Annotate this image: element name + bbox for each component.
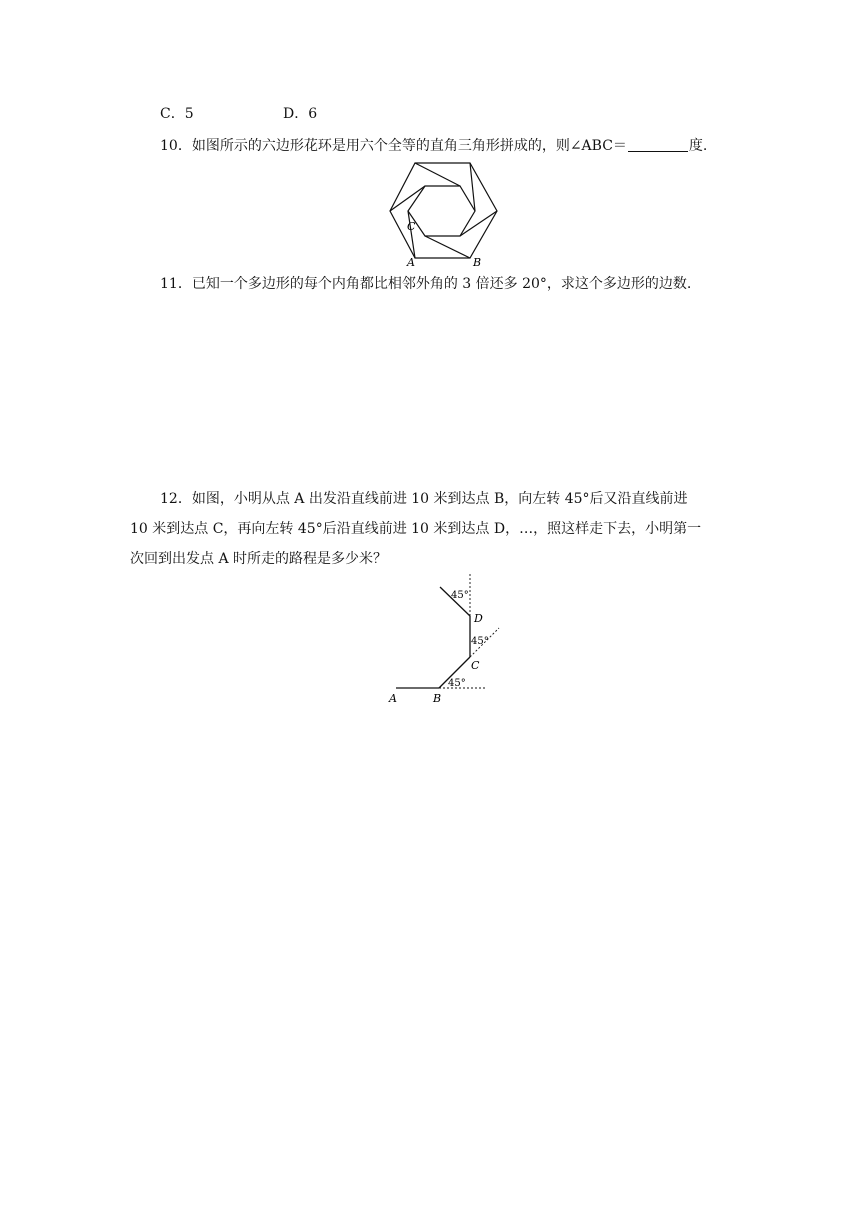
label-a: A [389,692,397,705]
walking-path-figure [383,572,508,708]
question-10 [160,136,707,156]
label-b: B [433,692,442,705]
question-12-line-1: 12．如图，小明从点 A 出发沿直线前进 10 米到达点 B，向左转 45°后又沿直线前进 [160,491,688,507]
angle-label-c: 45° [471,636,489,647]
label-a: A [407,256,415,268]
question-10-text: 10．如图所示的六边形花环是用六个全等的直角三角形拼成的，则∠ABC＝ [160,138,627,154]
label-c: C [407,220,416,233]
path-segments [396,587,470,688]
option-c: C．5 [160,106,194,122]
question-10-unit: 度. [688,138,708,154]
question-12-line-3: 次回到出发点 A 时所走的路程是多少米？ [130,551,388,567]
hexagon-wreath-lines [390,163,497,258]
angle-label-b: 45° [448,678,466,689]
label-d: D [474,612,483,625]
question-11: 11．已知一个多边形的每个内角都比相邻外角的 3 倍还多 20°，求这个多边形的边数. [160,276,692,292]
answer-blank[interactable] [628,137,688,152]
hexagon-wreath-figure [385,158,500,268]
question-12-line-2: 10 米到达点 C，再向左转 45°后沿直线前进 10 米到达点 D，…，照这样走下去，小明第一 [130,521,702,537]
angle-label-d: 45° [451,590,469,601]
option-d: D．6 [283,106,318,122]
label-c: C [471,659,480,672]
label-b: B [473,256,482,268]
extension-lines [439,574,499,688]
